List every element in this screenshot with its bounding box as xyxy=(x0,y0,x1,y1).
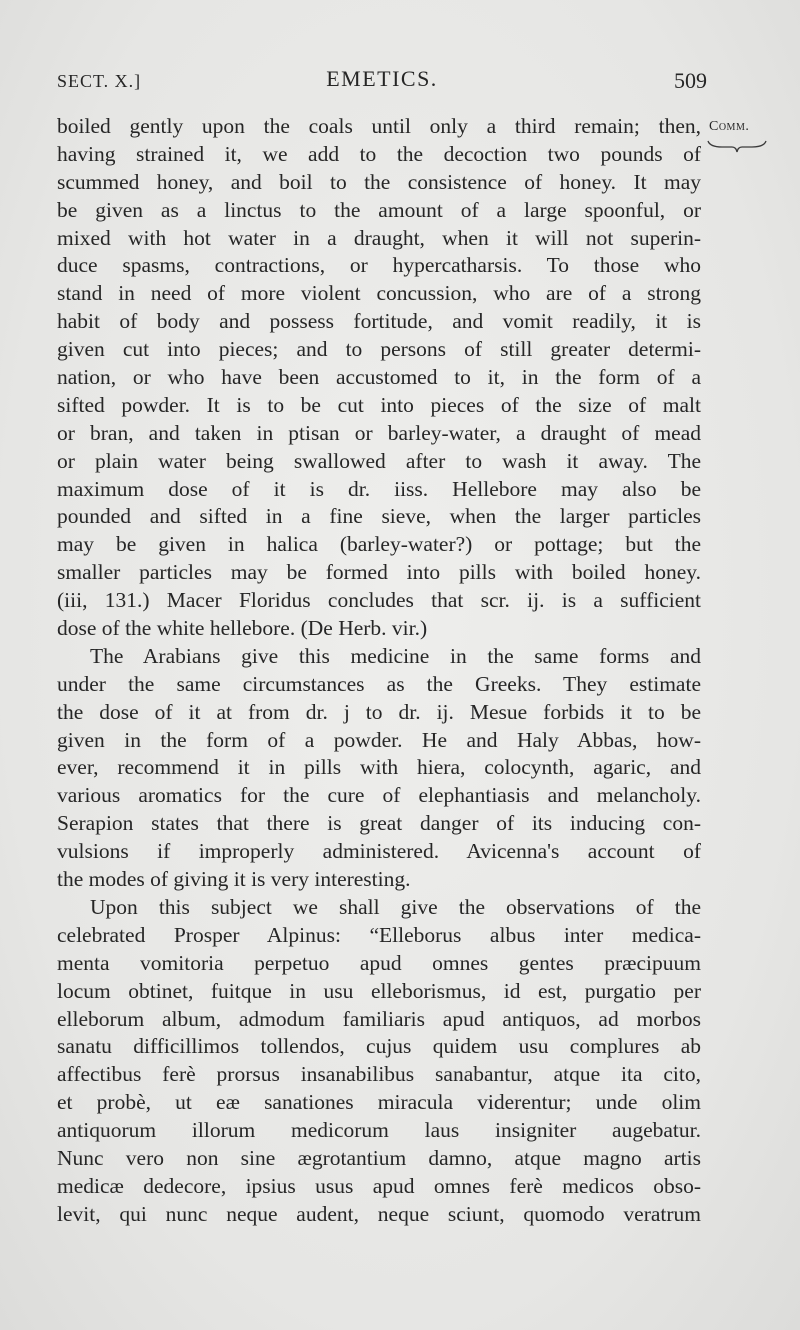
text-line: nation, or who have been accustomed to it, in the form of a xyxy=(57,365,701,390)
text-line: celebrated Prosper Alpinus: “Elleborus albus inter medica- xyxy=(57,922,701,947)
text-line: maximum dose of it is dr. iiss. Hellebore may also be xyxy=(57,476,701,501)
text-line: Nunc vero non sine ægrotantium damno, atque magno artis xyxy=(57,1145,701,1170)
text-line: scummed honey, and boil to the consistence of honey. It may xyxy=(57,169,701,194)
text-line: medicæ dedecore, ipsius usus apud omnes ferè medicos obso- xyxy=(57,1173,701,1198)
text-line: the modes of giving it is very interesting. xyxy=(57,867,411,892)
text-line: Upon this subject we shall give the observations of the xyxy=(90,894,701,919)
text-line: antiquorum illorum medicorum laus insigniter augebatur. xyxy=(57,1118,701,1143)
text-line: given cut into pieces; and to persons of still greater determi- xyxy=(57,337,701,362)
text-line: smaller particles may be formed into pills with boiled honey. xyxy=(57,560,701,585)
page-number: 509 xyxy=(674,68,707,93)
text-line: menta vomitoria perpetuo apud omnes gentes præcipuum xyxy=(57,950,701,975)
running-header xyxy=(57,66,707,100)
text-line: levit, qui nunc neque audent, neque sciunt, quomodo veratrum xyxy=(57,1201,701,1226)
text-line: locum obtinet, fuitque in usu elleborismus, id est, purgatio per xyxy=(57,978,701,1003)
margin-brace-icon xyxy=(706,139,768,155)
page-title: EMETICS. xyxy=(326,66,438,91)
text-line: given in the form of a powder. He and Haly Abbas, how- xyxy=(57,727,701,752)
text-line: affectibus ferè prorsus insanabilibus sanabantur, atque ita cito, xyxy=(57,1062,701,1087)
text-line: habit of body and possess fortitude, and vomit readily, it is xyxy=(57,309,701,334)
text-line: stand in need of more violent concussion, who are of a strong xyxy=(57,281,701,306)
text-line: mixed with hot water in a draught, when it will not superin- xyxy=(57,225,701,250)
text-line: ever, recommend it in pills with hiera, colocynth, agaric, and xyxy=(57,755,701,780)
section-label: SECT. X.] xyxy=(57,71,142,91)
text-line: or bran, and taken in ptisan or barley-water, a draught of mead xyxy=(57,420,701,445)
text-line: pounded and sifted in a fine sieve, when the larger particles xyxy=(57,504,701,529)
text-line: (iii, 131.) Macer Floridus concludes that scr. ij. is a sufficient xyxy=(57,588,701,613)
text-line: or plain water being swallowed after to wash it away. The xyxy=(57,448,701,473)
text-line: sifted powder. It is to be cut into pieces of the size of malt xyxy=(57,392,701,417)
text-line: sanatu difficillimos tollendos, cujus quidem usu complures ab xyxy=(57,1034,701,1059)
text-line: under the same circumstances as the Greeks. They estimate xyxy=(57,671,701,696)
body-text xyxy=(57,113,701,1229)
text-line: boiled gently upon the coals until only a third remain; then, xyxy=(57,114,701,138)
text-line: may be given in halica (barley-water?) or pottage; but the xyxy=(57,532,701,557)
text-line: et probè, ut eæ sanationes miracula viderentur; unde olim xyxy=(57,1090,701,1115)
text-line: elleborum album, admodum familiaris apud antiquos, ad morbos xyxy=(57,1006,701,1031)
text-line: duce spasms, contractions, or hypercatharsis. To those who xyxy=(57,253,701,278)
text-line: vulsions if improperly administered. Avicenna's account of xyxy=(57,839,701,864)
text-line: The Arabians give this medicine in the same forms and xyxy=(90,643,701,668)
text-line: be given as a linctus to the amount of a large spoonful, or xyxy=(57,197,701,222)
margin-note: Comm. xyxy=(709,119,750,134)
text-line: dose of the white hellebore. (De Herb. vir.) xyxy=(57,616,428,641)
text-line: the dose of it at from dr. j to dr. ij. Mesue forbids it to be xyxy=(57,699,701,724)
text-line: various aromatics for the cure of elephantiasis and melancholy. xyxy=(57,783,701,808)
text-line: having strained it, we add to the decoction two pounds of xyxy=(57,141,701,166)
text-line: Serapion states that there is great danger of its inducing con- xyxy=(57,811,701,836)
